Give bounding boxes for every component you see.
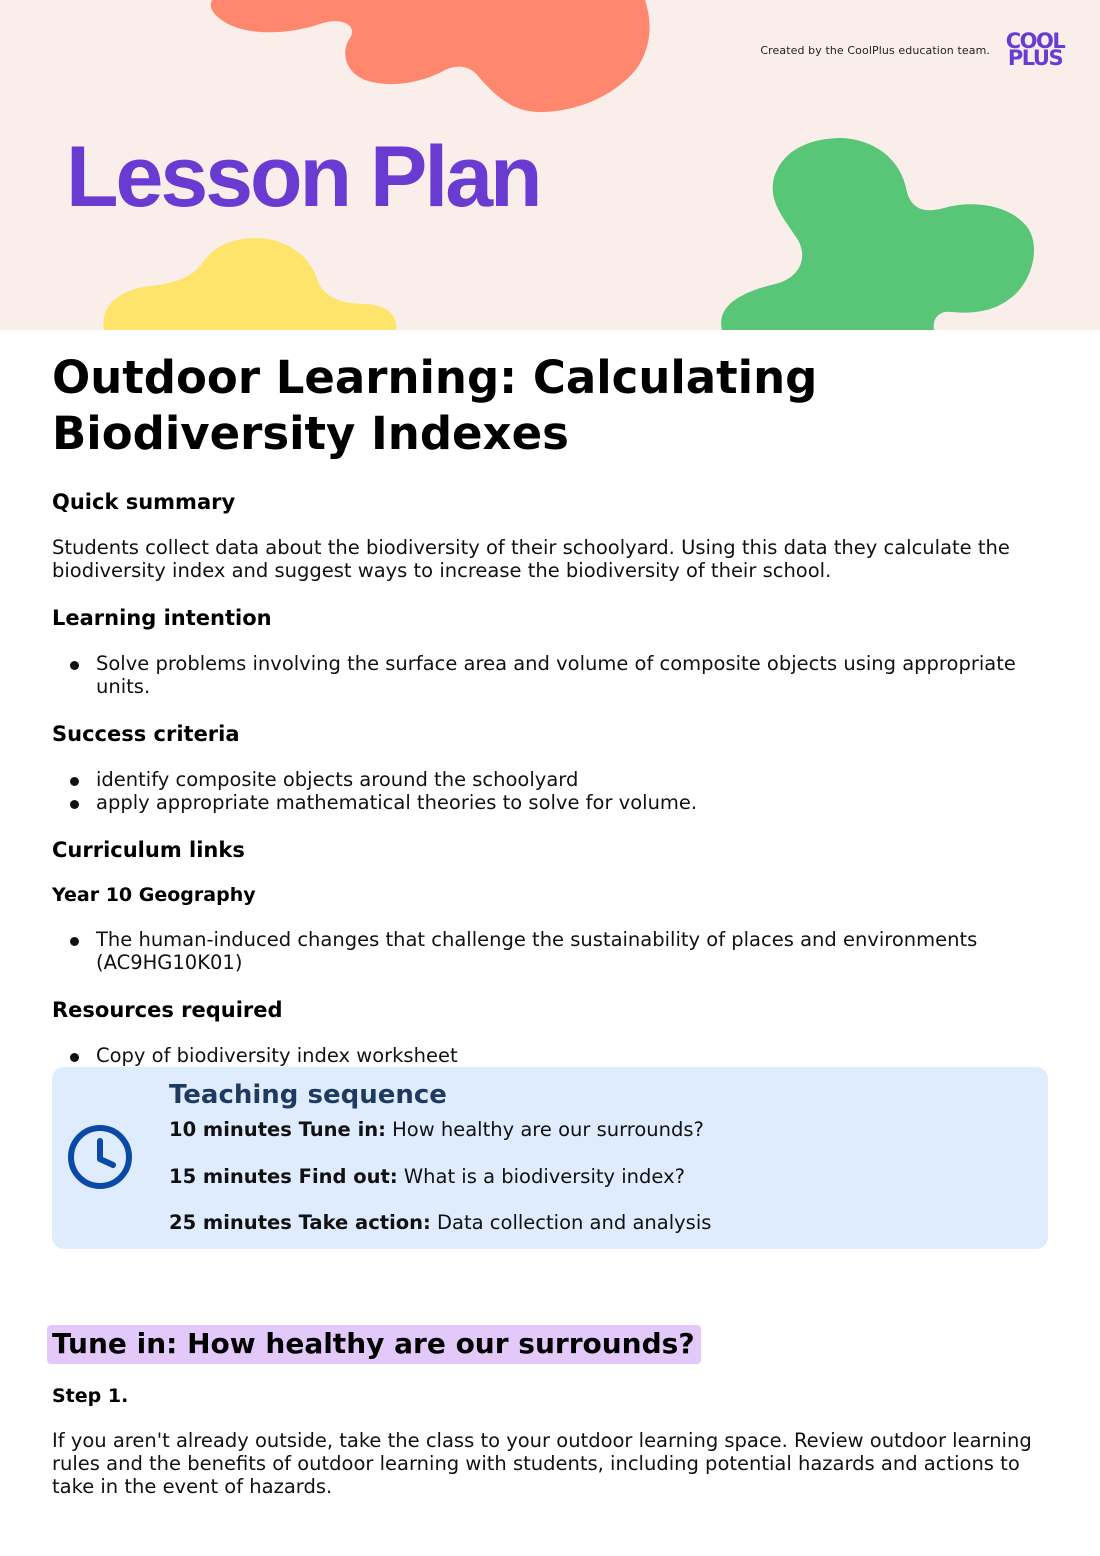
- curriculum-links-heading: Curriculum links: [52, 838, 245, 862]
- orange-blob: [211, 0, 650, 112]
- success-criteria-list: [52, 768, 1052, 814]
- logo-line-cool: COOL: [1005, 29, 1065, 53]
- tune-in-heading: Tune in: How healthy are our surrounds?: [47, 1325, 701, 1364]
- step-description: How healthy are our surrounds?: [385, 1118, 704, 1141]
- curriculum-list: [52, 928, 996, 974]
- lesson-plan-banner: [0, 0, 1100, 330]
- list-item: The human-induced changes that challenge the sustainability of places and environments (AC9HG10K01): [96, 928, 996, 974]
- logo-line-plus: PLUS: [1007, 46, 1063, 70]
- list-item: apply appropriate mathematical theories to solve for volume.: [96, 791, 1052, 814]
- document-title: Outdoor Learning: Calculating Biodiversity Indexes: [52, 351, 818, 460]
- green-blob: [721, 138, 1034, 330]
- learning-intention-heading: Learning intention: [52, 606, 272, 630]
- resources-heading: Resources required: [52, 998, 283, 1022]
- clock-icon: [66, 1123, 134, 1191]
- teaching-step-take-action: [169, 1211, 711, 1234]
- step-duration-label: 15 minutes Find out:: [169, 1165, 398, 1188]
- yellow-blob: [103, 238, 396, 330]
- learning-intention-list: [52, 652, 1052, 698]
- success-criteria-heading: Success criteria: [52, 722, 240, 746]
- resources-list: [52, 1044, 1052, 1067]
- quick-summary-text: Students collect data about the biodiversity of their schoolyard. Using this data they calculate the biodiversity index and suggest ways to increase the biodiversity of their school.: [52, 536, 1010, 582]
- banner-title: Lesson Plan: [66, 129, 540, 225]
- step-description: Data collection and analysis: [430, 1211, 712, 1234]
- list-item: Solve problems involving the surface area and volume of composite objects using appropriate units.: [96, 652, 1052, 698]
- tune-in-step-text: If you aren't already outside, take the class to your outdoor learning space. Review outdoor learning rules and the benefits of outdoor learning with students, including potential hazards and actions to take in the event of hazards.: [52, 1429, 1032, 1498]
- coolplus-logo: [1004, 29, 1066, 70]
- step-description: What is a biodiversity index?: [397, 1165, 685, 1188]
- curriculum-subheading: Year 10 Geography: [52, 884, 256, 906]
- step-duration-label: 10 minutes Tune in:: [169, 1118, 386, 1141]
- lesson-content: [52, 350, 1052, 1067]
- teaching-step-find-out: [169, 1165, 685, 1188]
- quick-summary-heading: Quick summary: [52, 490, 236, 514]
- credit-text: Created by the CoolPlus education team.: [760, 44, 990, 57]
- step-duration-label: 25 minutes Take action:: [169, 1211, 431, 1234]
- step-1-label: Step 1.: [52, 1385, 129, 1407]
- list-item: Copy of biodiversity index worksheet: [96, 1044, 1052, 1067]
- teaching-sequence-title: Teaching sequence: [169, 1080, 447, 1110]
- list-item: identify composite objects around the schoolyard: [96, 768, 1052, 791]
- teaching-step-tune-in: [169, 1118, 704, 1141]
